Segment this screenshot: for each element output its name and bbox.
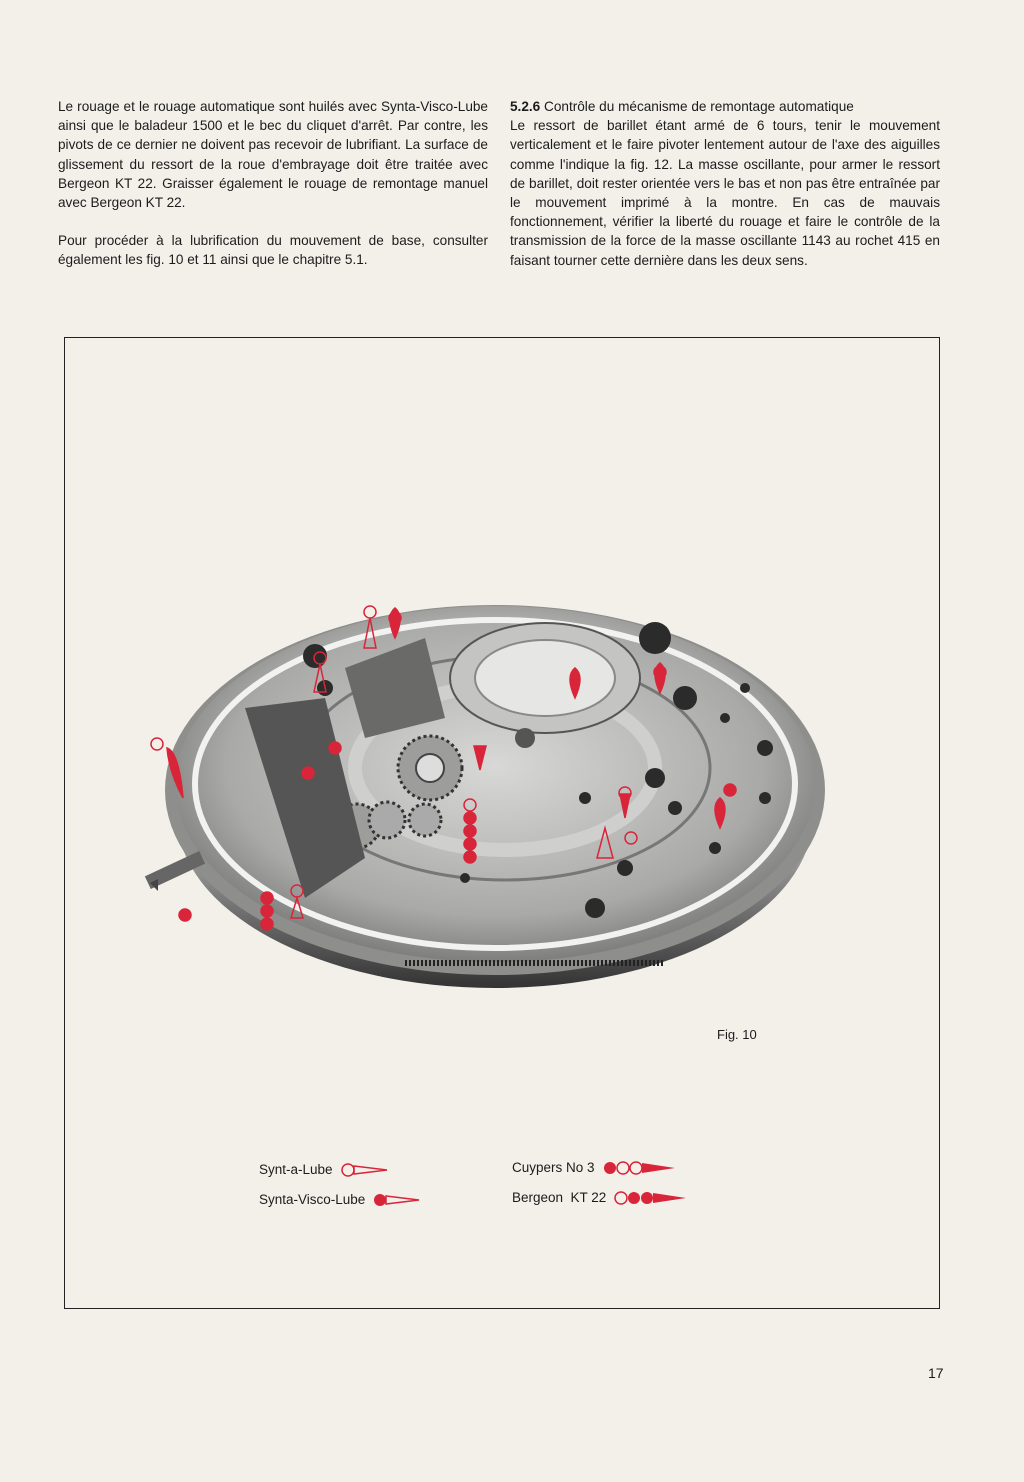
legend-synt-a-lube bbox=[259, 1162, 389, 1177]
legend-label: Synt-a-Lube bbox=[259, 1162, 333, 1177]
legend-synta-visco-lube bbox=[259, 1192, 421, 1207]
section-heading bbox=[510, 97, 940, 116]
legend-cuypers bbox=[512, 1160, 677, 1175]
movement-illustration bbox=[65, 338, 939, 1308]
section-title: Contrôle du mécanisme de remontage automatique bbox=[540, 99, 854, 114]
cuypers-symbol bbox=[603, 1161, 677, 1175]
synt-a-lube-symbol bbox=[341, 1163, 389, 1177]
lubrication-paragraph: Le rouage et le rouage automatique sont huilés avec Synta-Visco-Lube ainsi que le baladeur 1500 et le bec du cliquet d'arrêt. Par contre, les pivots de ce dernier ne doivent pas recevoir de lubrifiant. La surface de glissement du ressort de la roue d'embrayage doit être traitée avec Bergeon KT 22. Graisser également le rouage de remontage manuel avec Bergeon KT 22. bbox=[58, 99, 488, 211]
reference-paragraph: Pour procéder à la lubrification du mouvement de base, consulter également les fig. 10 et 11 ainsi que le chapitre 5.1. bbox=[58, 233, 488, 268]
legend-label: Cuypers No 3 bbox=[512, 1160, 595, 1175]
figure-caption: Fig. 10 bbox=[717, 1027, 757, 1042]
legend-label: Synta-Visco-Lube bbox=[259, 1192, 366, 1207]
figure-frame bbox=[64, 337, 940, 1309]
legend-label: Bergeon KT 22 bbox=[512, 1190, 607, 1205]
legend-bergeon bbox=[512, 1190, 688, 1205]
synta-visco-lube-symbol bbox=[373, 1193, 421, 1207]
page-number: 17 bbox=[928, 1365, 944, 1381]
section-number: 5.2.6 bbox=[510, 99, 541, 114]
bergeon-symbol bbox=[614, 1191, 688, 1205]
right-text-column bbox=[510, 97, 940, 270]
left-text-column bbox=[58, 97, 488, 289]
section-body: Le ressort de barillet étant armé de 6 tours, tenir le mouvement verticalement et le faire pivoter lentement autour de l'axe des aiguilles comme l'indique la fig. 12. La masse oscillante, pour armer le ressort de barillet, doit rester orientée vers le bas et non pas être entraînée par le mouvement imprimé à la montre. En cas de mauvais fonctionnement, vérifier la liberté du rouage et faire le contrôle de la transmission de la force de la masse oscillante 1143 au rochet 415 en faisant tourner cette dernière dans les deux sens. bbox=[510, 118, 940, 268]
